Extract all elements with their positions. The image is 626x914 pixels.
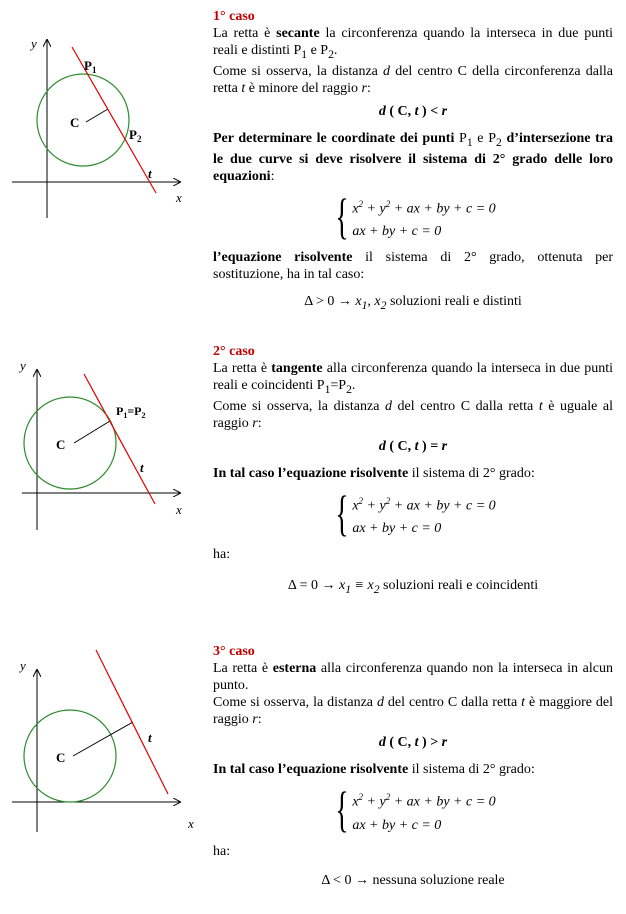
case3-par3: In tal caso l’equazione risolvente il sistema di 2° grado: (213, 762, 535, 777)
center-label: C (56, 750, 66, 765)
case3-par1: La retta è esterna alla circonferenza quando non la interseca in alcun punto. (213, 661, 613, 693)
figure-case1 (0, 30, 200, 215)
case1-par1: La retta è secante la circonferenza quando la interseca in due punti reali e distinti $P_1$ e $P_2$. (213, 26, 613, 61)
case1-heading: 1° caso (213, 9, 255, 24)
case3-eq2: ax + by + c = 0 (352, 817, 442, 833)
figure-case2 (0, 360, 200, 530)
case3-system: { $x^2 + y^2$ + ax + by + c = 0 ax + by + c = 0 (335, 781, 496, 837)
case3-eq1: $x^2 + y^2$ + ax + by + c = 0 (352, 792, 496, 810)
x-label: x (176, 502, 182, 517)
circle (24, 710, 116, 802)
case3-formula: d ( C, t ) > r (378, 735, 448, 750)
case1-system: { $x^2 + y^2$ + ax + by + c = 0 ax + by + c = 0 (335, 187, 496, 244)
case1-par4: l’equazione risolvente il sistema di 2° grado, ottenuta per sostituzione, ha in tal caso: (213, 250, 613, 283)
case2-text (213, 343, 613, 598)
case2-system: { $x^2 + y^2$ + ax + by + c = 0 ax + by + c = 0 (335, 484, 496, 541)
case2-par2: Come si osserva, la distanza d del centro C dalla retta t è uguale al raggio r: (213, 398, 613, 431)
case3-result: Δ < 0 → nessuna soluzione reale (321, 872, 505, 888)
tangent-point-label: $P_1=P_2$ (116, 404, 146, 420)
radius (86, 109, 108, 122)
case3-heading: 3° caso (213, 644, 255, 659)
t-label: t (148, 730, 152, 745)
case2-eq1: $x^2 + y^2$ + ax + by + c = 0 (352, 495, 496, 514)
x-label: x (188, 816, 194, 831)
case2-heading: 2° caso (213, 344, 255, 359)
case2-result: $\Delta = 0 \to x_1 \equiv x_2$ soluzioni reali e coincidenti (287, 578, 539, 597)
t-label: t (140, 460, 144, 475)
t-label: t (148, 166, 152, 181)
case3-par4: ha: (213, 843, 231, 859)
y-label: y (20, 358, 26, 373)
circle (24, 397, 116, 489)
case2-par4: ha: (213, 547, 231, 563)
case1-par3: Per determinare le coordinate dei punti $P_1$ e $P_2$ d’intersezione tra le due curve si deve risolvere il sistema di 2° grado delle loro equazioni: (213, 130, 614, 184)
case2-par3: In tal caso l’equazione risolvente il sistema di 2° grado: (213, 465, 535, 481)
radius (74, 421, 110, 443)
case3-par2: Come si osserva, la distanza d del centro C dalla retta t è maggiore del raggio r: (213, 695, 614, 727)
case1-text (213, 8, 613, 314)
case1-formula: d ( C, t ) < r (378, 103, 448, 119)
tangent-line (84, 374, 155, 504)
center-label: C (70, 115, 80, 130)
circle (37, 74, 129, 166)
case1-eq2: ax + by + c = 0 (352, 224, 442, 240)
case1-par2: Come si osserva, la distanza d del centro C della circonferenza dalla retta t è minore del raggio r: (213, 63, 613, 96)
y-label: y (20, 658, 26, 673)
case2-par1: La retta è tangente alla circonferenza quando la interseca in due punti reali e coincidenti $P_1=P_2$. (213, 361, 613, 396)
center-label: C (56, 437, 66, 452)
external-line (96, 650, 168, 794)
case3-text (213, 643, 613, 889)
case2-eq2: ax + by + c = 0 (352, 521, 442, 537)
distance-segment (73, 722, 133, 756)
y-label: y (31, 36, 37, 51)
case1-result: $\Delta > 0 \to x_1$, $x_2$ soluzioni reali e distinti (304, 294, 522, 313)
case2-formula: d ( C, t ) = r (378, 438, 448, 454)
x-label: x (176, 190, 182, 205)
p2-label: $P_2$ (129, 127, 142, 144)
figure-case3 (0, 660, 200, 835)
case1-eq1: $x^2 + y^2$ + ax + by + c = 0 (352, 198, 496, 217)
p1-label: $P_1$ (84, 58, 97, 75)
